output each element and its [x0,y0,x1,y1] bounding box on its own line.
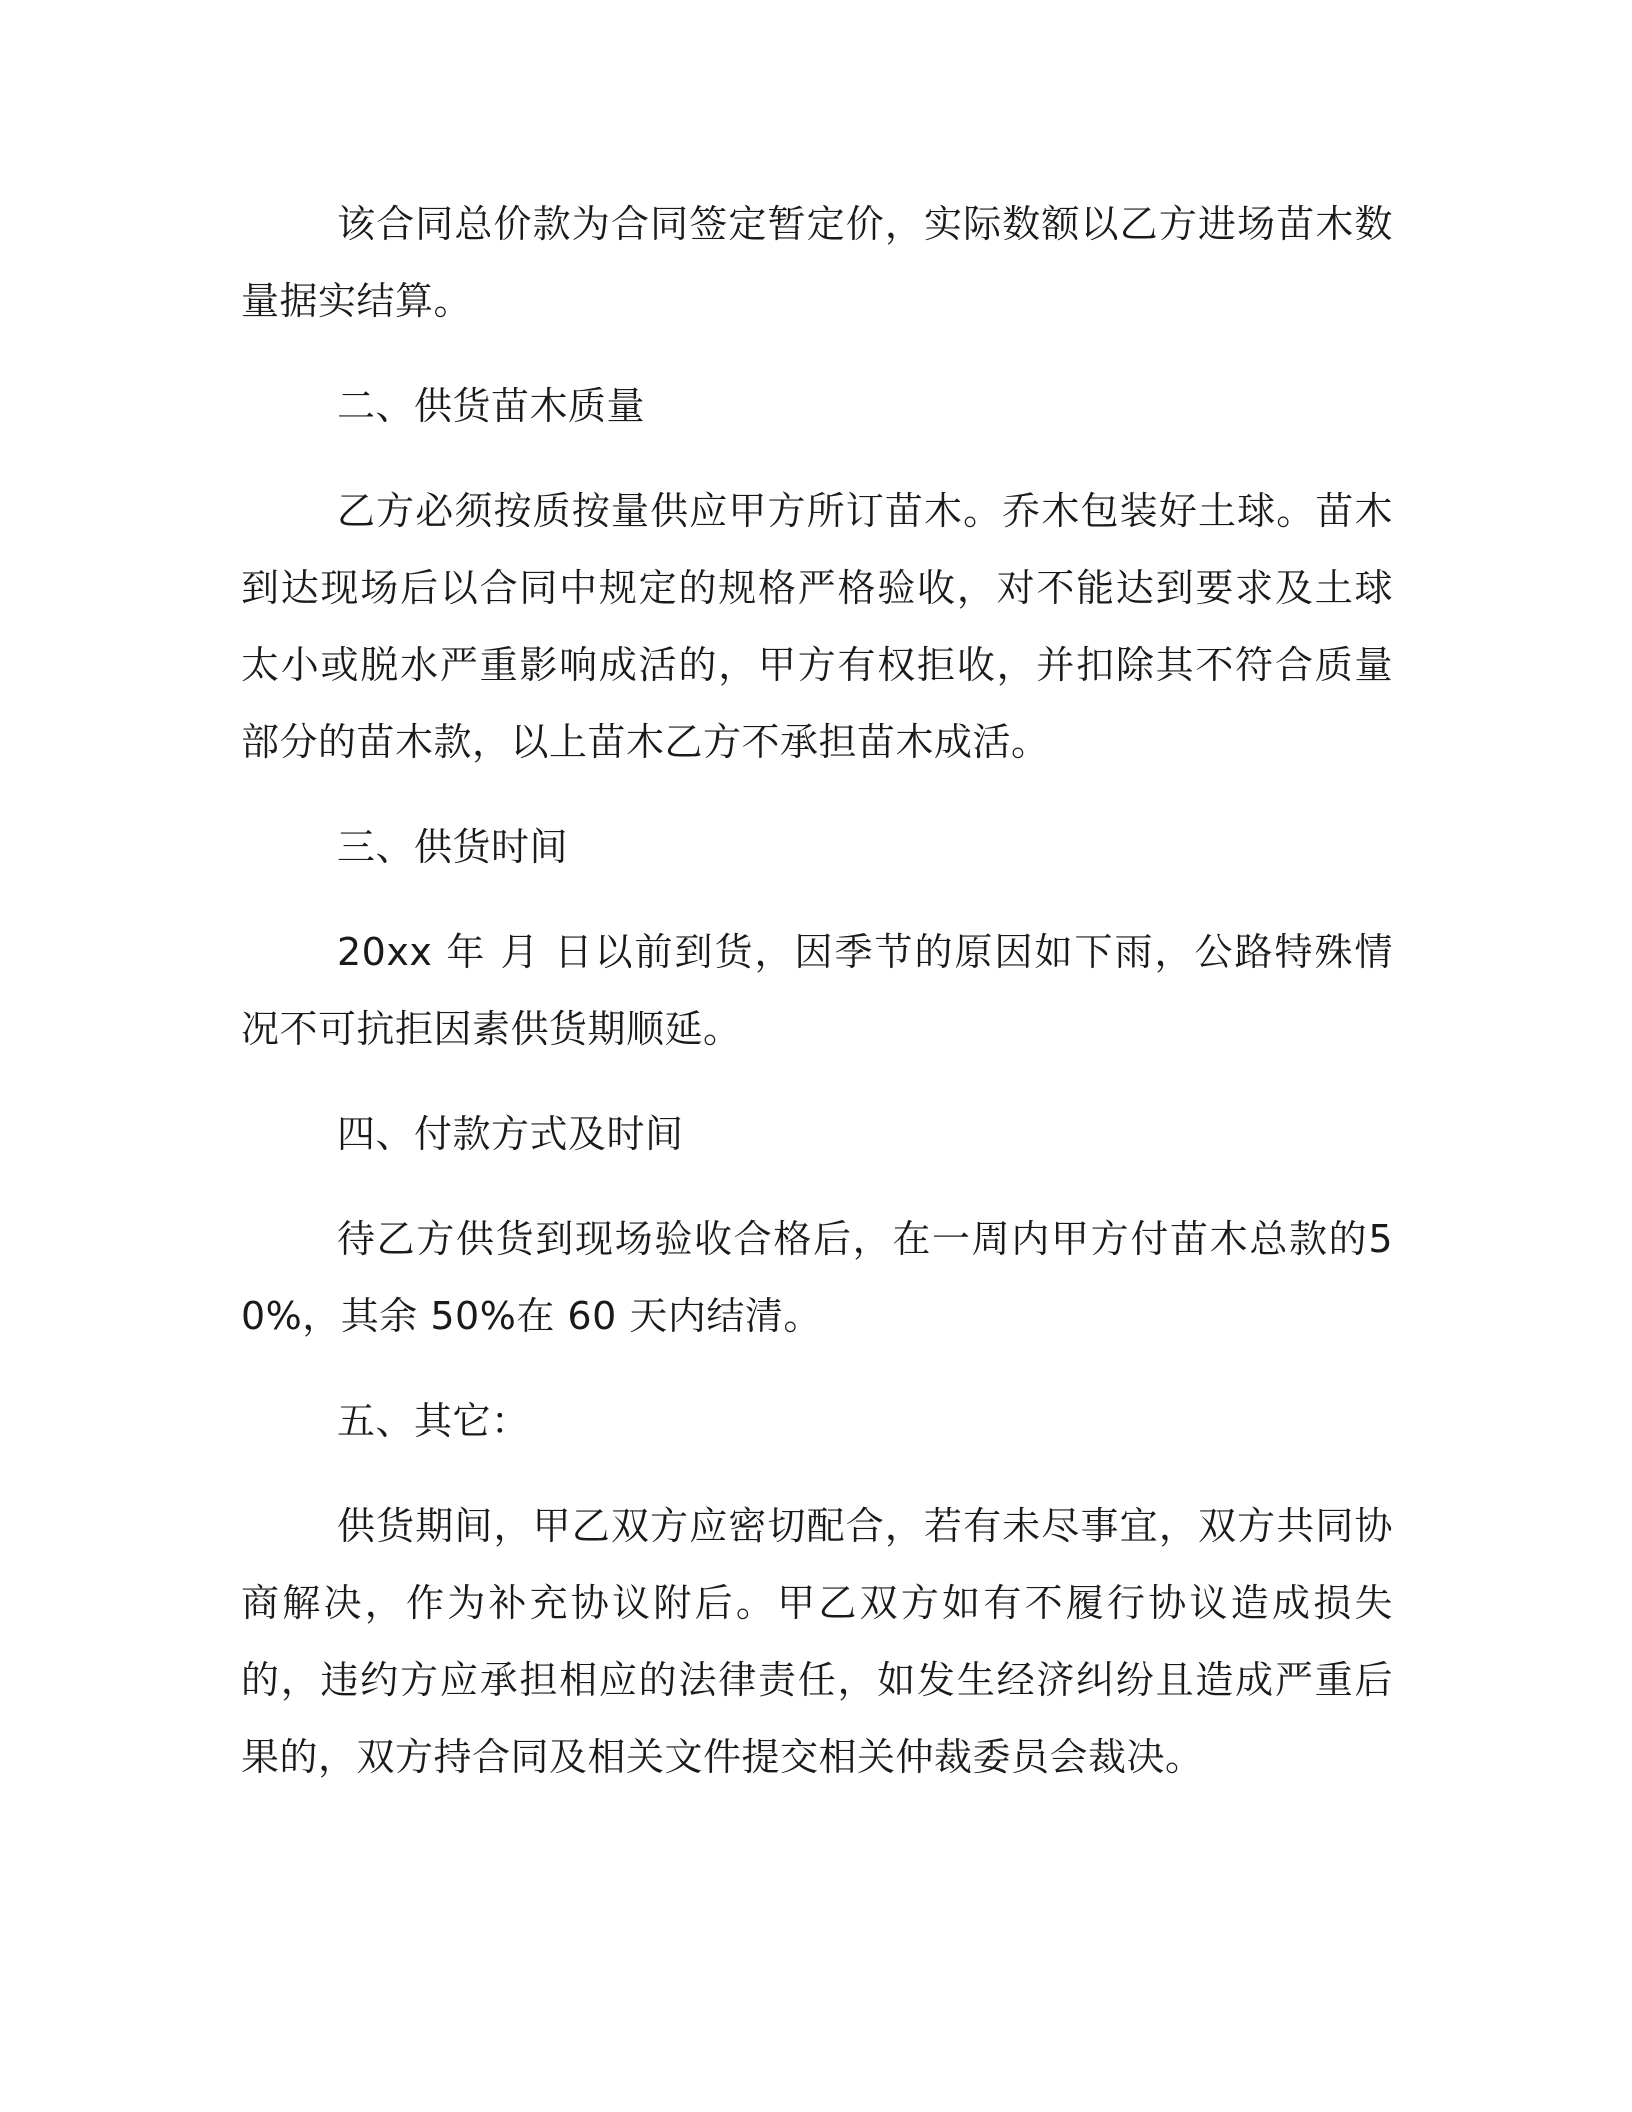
paragraph-spacer [241,1355,1393,1383]
paragraph-quality: 乙方必须按质按量供应甲方所订苗木。乔木包装好土球。苗木到达现场后以合同中规定的规格严格验收，对不能达到要求及土球太小或脱水严重影响成活的，甲方有权拒收，并扣除其不符合质量部分的苗木款，以上苗木乙方不承担苗木成活。 [241,489,1393,764]
section-heading-quality: 二、供货苗木质量 [337,384,646,428]
paragraph-payment: 待乙方供货到现场验收合格后，在一周内甲方付苗木总款的50%，其余 50%在 60 天内结清。 [241,1217,1393,1338]
section-heading-delivery-time: 三、供货时间 [337,825,569,869]
section-heading-other: 五、其它： [337,1399,530,1443]
paragraph-other: 供货期间，甲乙双方应密切配合，若有未尽事宜，双方共同协商解决，作为补充协议附后。甲乙双方如有不履行协议造成损失的，违约方应承担相应的法律责任，如发生经济纠纷且造成严重后果的，双方持合同及相关文件提交相关仲裁委员会裁决。 [241,1504,1393,1779]
paragraph-spacer [241,340,1393,368]
paragraph-spacer [241,1068,1393,1096]
document-body [241,186,1393,1796]
paragraph-spacer [241,1173,1393,1201]
paragraph-total-price: 该合同总价款为合同签定暂定价，实际数额以乙方进场苗木数量据实结算。 [241,202,1393,323]
paragraph-spacer [241,781,1393,809]
paragraph-spacer [241,445,1393,473]
section-heading-payment: 四、付款方式及时间 [337,1112,684,1156]
paragraph-spacer [241,1460,1393,1488]
paragraph-spacer [241,886,1393,914]
paragraph-delivery-time: 20xx 年 月 日以前到货，因季节的原因如下雨，公路特殊情况不可抗拒因素供货期顺延。 [241,930,1393,1051]
